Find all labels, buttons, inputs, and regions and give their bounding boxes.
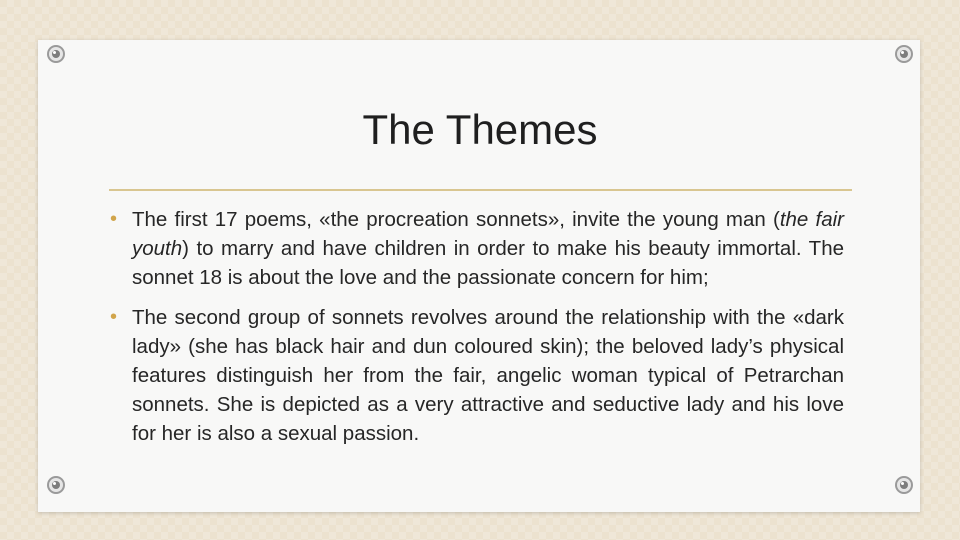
bullet-icon: • [110, 208, 118, 230]
bullet-text: The second group of sonnets revolves around the relationship with the «dark lady» (she has black hair and dun coloured skin); the beloved lady’s physical features distinguish her from the fair, angelic woman typical of Petrarchan sonnets. She is depicted as a very attractive and seductive lady and his love for her is also a sexual passion. [132, 306, 844, 445]
slide-title: The Themes [362, 106, 598, 153]
pushpin-icon [893, 43, 915, 65]
title-divider [109, 189, 852, 191]
bullet-text-part: The first 17 poems, «the procreation sonnets», invite the young man ( [132, 208, 780, 231]
pushpin-icon [893, 474, 915, 496]
bullet-item [110, 303, 844, 448]
bullet-list [110, 205, 845, 448]
bullet-icon: • [110, 306, 118, 328]
bullet-item [110, 205, 845, 292]
bullet-text-part: ) to marry and have children in order to make his beauty immortal. The sonnet 18 is about the love and the passionate concern for him; [132, 237, 844, 289]
pushpin-icon [45, 474, 67, 496]
pushpin-icon [45, 43, 67, 65]
bullet-emphasis: the fair youth [132, 208, 845, 260]
